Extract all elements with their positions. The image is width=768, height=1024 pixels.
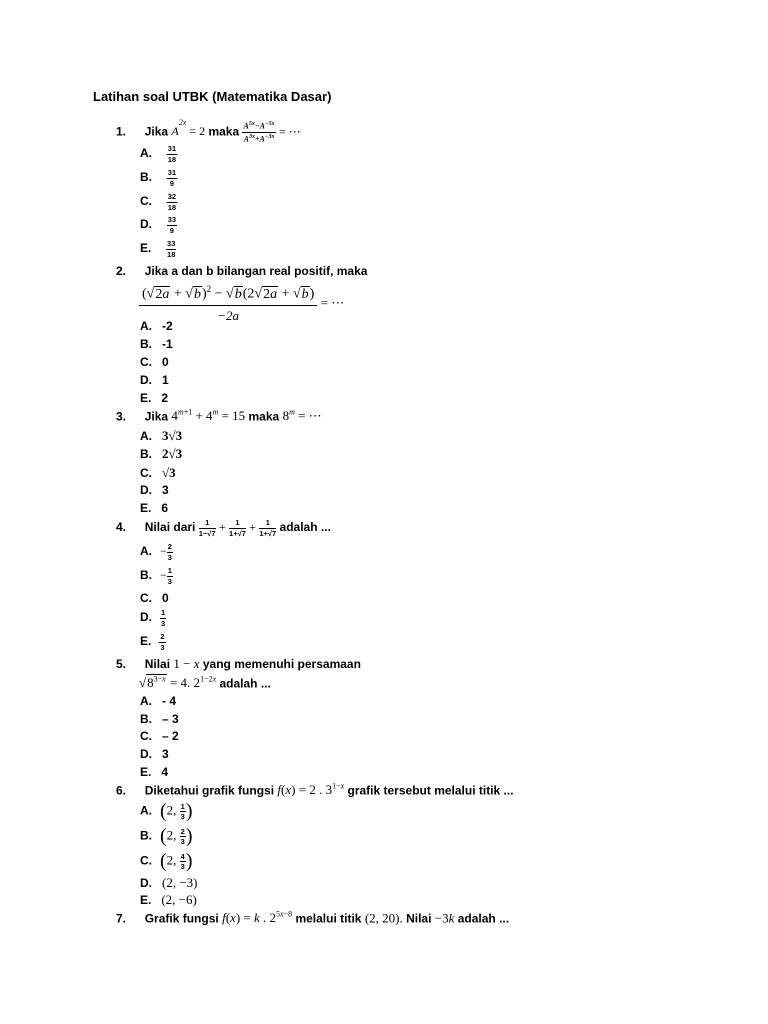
option-3b: B. 2√3 [140,446,183,461]
option-1b: B. $\frac{31}{9}$ [140,168,177,188]
option-2d: D. 1 [140,373,169,387]
option-4c: C. 0 [140,591,169,605]
question-4: 4. Nilai dari $\frac{1}{1-√7}$ + $\frac{1}{1+√7}$ + $\frac{1}{1+√7}$ adalah ... [116,518,331,538]
option-6a: A. (2, $\frac{1}{3}$ ) [140,800,193,822]
option-5e: E. 4 [140,765,169,779]
question-number: 2. [116,264,127,278]
option-6d: D. (2, −3) [140,875,198,890]
option-5d: D. 3 [140,747,169,761]
question-5-equation: $√8^{3-x} = 4$. $2^{1-2x}$ adalah ... [139,675,271,691]
question-3: 3. Jika $4^{m+1} + 4^m = 15$ maka $8^m$ = ⋯ [116,408,322,424]
option-3e: E. 6 [140,501,169,515]
question-6: 6. Diketahui grafik fungsi f(x) = 2 . $3^{1-x}$ grafik tersebut melalui titik ... [116,782,514,798]
option-3d: D. 3 [140,483,169,497]
option-5b: B. – 3 [140,712,179,726]
option-5c: C. – 2 [140,729,179,743]
option-5a: A. - 4 [140,694,177,708]
question-7: 7. Grafik fungsi f(x) = k . $2^{5x-8}$ melalui titik (2, 20). Nilai −3k adalah ... [116,910,510,926]
option-1a: A. $\frac{31}{18}$ [140,144,177,164]
question-fraction: $\frac{A^{5x}-A^{-5x}}{A^{3x}+A^{-3x}}$ [243,121,275,144]
option-2b: B. -1 [140,337,173,351]
option-4e: E. $\frac{2}{3}$ [140,632,165,652]
option-2e: E. 2 [140,391,169,405]
equation-denominator: −2a [217,307,240,323]
option-6e: E. (2, −6) [140,892,197,907]
option-4b: B. − $\frac{1}{3}$ [140,566,172,586]
page-title: Latihan soal UTBK (Matematika Dasar) [93,89,332,104]
question-number: 1. [116,124,127,139]
option-6c: C. (2, $\frac{4}{3}$ ) [140,850,193,872]
option-1d: D. $\frac{33}{9}$ [140,215,177,235]
option-3a: A. 3√3 [140,428,183,443]
option-2a: A. -2 [140,319,173,333]
question-equation: $A^{2x} = 2$ [171,118,206,139]
option-4d: D. $\frac{1}{3}$ [140,608,166,628]
question-text: Jika a dan b bilangan real positif, maka [144,264,368,278]
option-1e: E. $\frac{33}{18}$ [140,239,176,259]
question-prefix: Jika [144,124,169,139]
option-2c: C. 0 [140,355,169,369]
option-3c: C. √3 [140,465,176,480]
question-5: 5. Nilai 1 − x yang memenuhi persamaan [116,656,361,671]
question-1: 1. Jika $A^{2x} = 2$ maka $\frac{A^{5x}-A^{-5x}}{A^{3x}+A^{-3x}}$ = ⋯ [116,118,301,144]
option-6b: B. (2, $\frac{2}{3}$ ) [140,825,193,847]
option-1c: C. $\frac{32}{18}$ [140,192,177,212]
question-2-equation: $\frac{(√2a + √b)^2 - √b(2√2a + √b)}{-2a}$ = ⋯ [139,284,344,324]
question-mid: maka [208,124,240,139]
question-2 [116,264,367,278]
option-4a: A. − $\frac{2}{3}$ [140,542,172,562]
